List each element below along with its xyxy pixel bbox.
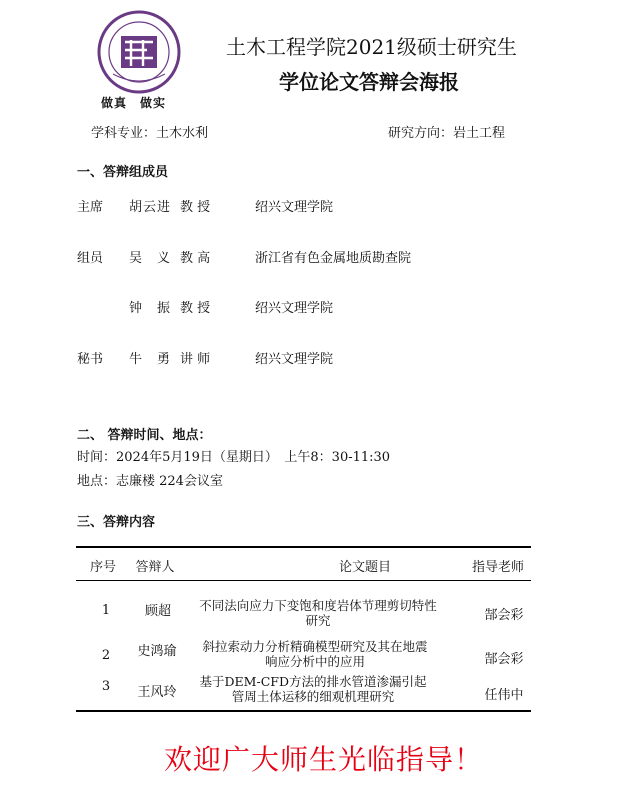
row-person: 史鸿瑜	[137, 644, 177, 659]
content-heading: 三、答辩内容	[77, 515, 156, 530]
member-name: 牛 勇	[129, 352, 172, 367]
member-role: 主席	[77, 200, 104, 215]
member-name: 胡云进	[129, 200, 172, 215]
member-name: 吴 义	[129, 251, 172, 266]
university-logo	[97, 10, 181, 94]
member-title: 讲 师	[180, 352, 211, 367]
table-header-rule	[76, 580, 531, 581]
member-role: 秘书	[77, 352, 104, 367]
thesis-title-line1: 不同法向应力下变饱和度岩体节理剪切特性	[199, 598, 437, 613]
schedule-heading: 二、 答辩时间、地点：	[77, 428, 212, 443]
member-title: 教 授	[180, 200, 211, 215]
column-header: 序号	[89, 560, 116, 575]
member-title: 教 高	[180, 251, 211, 266]
defense-place: 地点：志廉楼 224会议室	[77, 474, 223, 489]
column-header: 答辩人	[135, 560, 175, 575]
row-person: 顾超	[144, 604, 171, 619]
member-org: 绍兴文理学院	[255, 301, 334, 316]
committee-heading: 一、答辩组成员	[77, 165, 169, 180]
row-advisor: 郜会彩	[484, 652, 524, 667]
research-direction: 研究方向：岩土工程	[388, 126, 506, 141]
poster-title-line2: 学位论文答辩会海报	[279, 70, 459, 94]
defense-time: 时间：2024年5月19日（星期日） 上午8：30-11:30	[77, 450, 391, 465]
thesis-title-line2: 管周土体运移的细观机理研究	[231, 689, 395, 704]
row-thesis-title	[178, 674, 448, 704]
table-top-rule	[76, 546, 531, 548]
poster-title-line1: 土木工程学院2021级硕士研究生	[226, 35, 517, 59]
column-header: 论文题目	[338, 560, 391, 575]
row-thesis-title	[183, 598, 453, 628]
member-name: 钟 振	[129, 301, 172, 316]
welcome-message: 欢迎广大师生光临指导！	[164, 743, 484, 776]
row-number: 3	[101, 679, 111, 694]
member-role: 组员	[77, 251, 104, 266]
member-org: 绍兴文理学院	[255, 200, 334, 215]
row-thesis-title	[180, 639, 450, 669]
logo-motto: 做真 做实	[101, 96, 167, 110]
discipline: 学科专业：土木水利	[91, 126, 209, 141]
row-advisor: 郜会彩	[484, 608, 524, 623]
thesis-title-line1: 斜拉索动力分析精确模型研究及其在地震	[202, 639, 428, 654]
thesis-title-line2: 响应分析中的应用	[264, 654, 365, 669]
thesis-title-line2: 研究	[305, 613, 331, 628]
row-person: 王风玲	[137, 685, 177, 700]
thesis-title-line1: 基于DEM-CFD方法的排水管道渗漏引起	[199, 674, 427, 689]
member-org: 绍兴文理学院	[255, 352, 334, 367]
member-title: 教 授	[180, 301, 211, 316]
row-advisor: 任伟中	[484, 688, 524, 703]
table-bottom-rule	[76, 710, 531, 712]
row-number: 1	[101, 603, 111, 618]
member-org: 浙江省有色金属地质勘查院	[255, 251, 412, 266]
column-header: 指导老师	[471, 560, 524, 575]
row-number: 2	[101, 648, 111, 663]
